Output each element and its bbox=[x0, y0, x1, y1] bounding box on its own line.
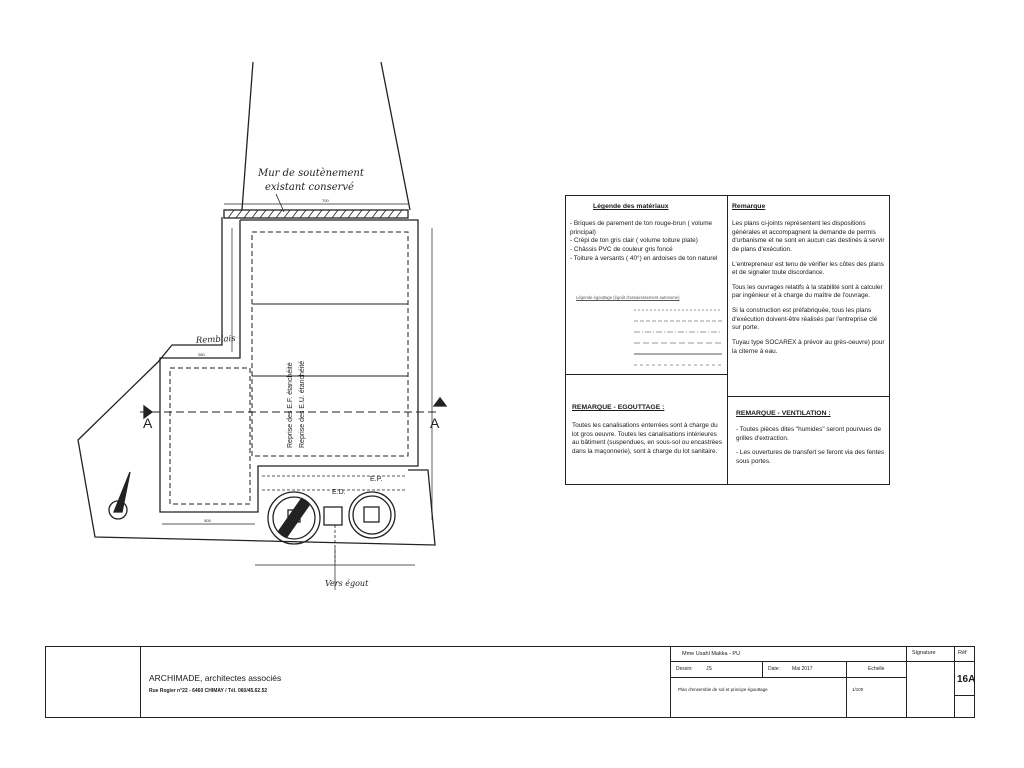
vers-egout-label: Vers égout bbox=[325, 579, 369, 588]
remarque-paragraph: Tous les ouvrages relatifs à la stabilité sont à calculer par ingénieur et à charge du maître de l'ouvrage. bbox=[732, 283, 883, 300]
dessin-value: JS bbox=[706, 666, 712, 672]
remarque-paragraph: Tuyau type SOCAREX à prévoir au grès-oeuvre) pour la citerne à eau. bbox=[732, 339, 885, 355]
materials-item: - Briques de parement de ton rouge-brun ( volume principal) bbox=[570, 220, 713, 236]
ventilation-item: - Les ouvertures de transfert se feront via des fentes sous portes. bbox=[736, 449, 885, 465]
date-value: Mai 2017 bbox=[792, 666, 813, 672]
drainage-legend-title: Légende égouttage (égoût d'assainissement autonome) bbox=[576, 295, 680, 300]
ref-label: Réf bbox=[958, 650, 967, 656]
plot-outline bbox=[78, 217, 435, 545]
egouttage-text: Toutes les canalisations enterrées sont à charge du lot gros oeuvre. Toutes les canalisations intérieures au bâtiment (suspendues, en sous-sol ou encastrées dans la maçonnerie), sont à charge du lot sanitaire. bbox=[572, 422, 722, 455]
plan-title: Plan d'ensemble de sol et principe égouttage bbox=[678, 687, 768, 692]
remblais-label: Remblais bbox=[195, 333, 236, 346]
plot-boundary-right bbox=[381, 62, 410, 210]
title-block bbox=[45, 646, 975, 718]
materials-item: - Toiture à versants ( 40°) en ardoises de ton naturel bbox=[570, 254, 718, 262]
signature-label: Signature bbox=[912, 650, 936, 656]
remarque-paragraph: L'entrepreneur est tenu de vérifier les côtes des plans et de signaler toute discordance. bbox=[732, 260, 884, 277]
date-label: Date: bbox=[768, 666, 780, 672]
ep-label: E.P. bbox=[370, 476, 383, 483]
remarque-paragraph: Les plans ci-joints représentent les dispositions générales et accompagnent la demande de permis d'urbanisme et ne sont en aucun cas destinés à servir de plans d'exécution. bbox=[732, 220, 885, 253]
remarque-title: Remarque bbox=[732, 203, 766, 210]
echelle-label: Echelle bbox=[868, 666, 885, 672]
materials-item: - Châssis PVC de couleur gris foncé bbox=[570, 245, 673, 253]
section-label-right: A bbox=[430, 415, 440, 431]
materials-legend-title: Légende des matériaux bbox=[593, 203, 669, 210]
rainwater-tank bbox=[349, 492, 395, 538]
firm-address: Rue Rogier n°22 - 6460 CHIMAY / Tél. 060/45.62.52 bbox=[149, 688, 268, 694]
remarque-paragraph: Si la construction est préfabriquée, tous les plans d'exécution doivent-être réalisés par l'entreprise clé sur porte. bbox=[732, 307, 878, 332]
ventilation-list bbox=[736, 426, 886, 467]
egouttage-title: REMARQUE - EGOUTTAGE : bbox=[572, 404, 665, 411]
dessin-label: Dessin: bbox=[676, 666, 693, 672]
reprise-ef-label: Reprise des E.F. étanchéité bbox=[287, 362, 294, 448]
project-name: Mme Usahl Makka - PU bbox=[682, 651, 741, 657]
dim-left: 280 bbox=[198, 352, 205, 357]
ventilation-item: - Toutes pièces dites "humides" seront pourvues de grilles d'extraction. bbox=[736, 426, 882, 442]
materials-item: - Crépi de ton gris clair ( volume toiture plate) bbox=[570, 237, 698, 245]
materials-list bbox=[570, 220, 724, 263]
section-label-left: A bbox=[143, 415, 153, 431]
legend-panel bbox=[565, 195, 890, 485]
inspection-chamber bbox=[324, 507, 342, 525]
wall-note-line2: existant conservé bbox=[265, 182, 354, 193]
reprise-eu-label: Reprise des E.U. étanchéité bbox=[299, 360, 306, 448]
drainage-legend-lines bbox=[574, 304, 724, 370]
north-arrow-icon bbox=[109, 472, 130, 519]
plot-boundary bbox=[242, 62, 253, 210]
ref-value: 16A bbox=[957, 674, 976, 685]
wall-note-line1: Mur de soutènement bbox=[258, 168, 364, 179]
dim-bottom: 505 bbox=[204, 518, 211, 523]
firm-name: ARCHIMADE, architectes associés bbox=[149, 673, 282, 683]
ed-label: E.D. bbox=[332, 489, 346, 496]
ventilation-title: REMARQUE - VENTILATION : bbox=[736, 410, 831, 417]
echelle-value: 1/100 bbox=[852, 687, 864, 692]
remarque-text bbox=[732, 220, 886, 356]
dim-top: 700 bbox=[322, 198, 329, 203]
